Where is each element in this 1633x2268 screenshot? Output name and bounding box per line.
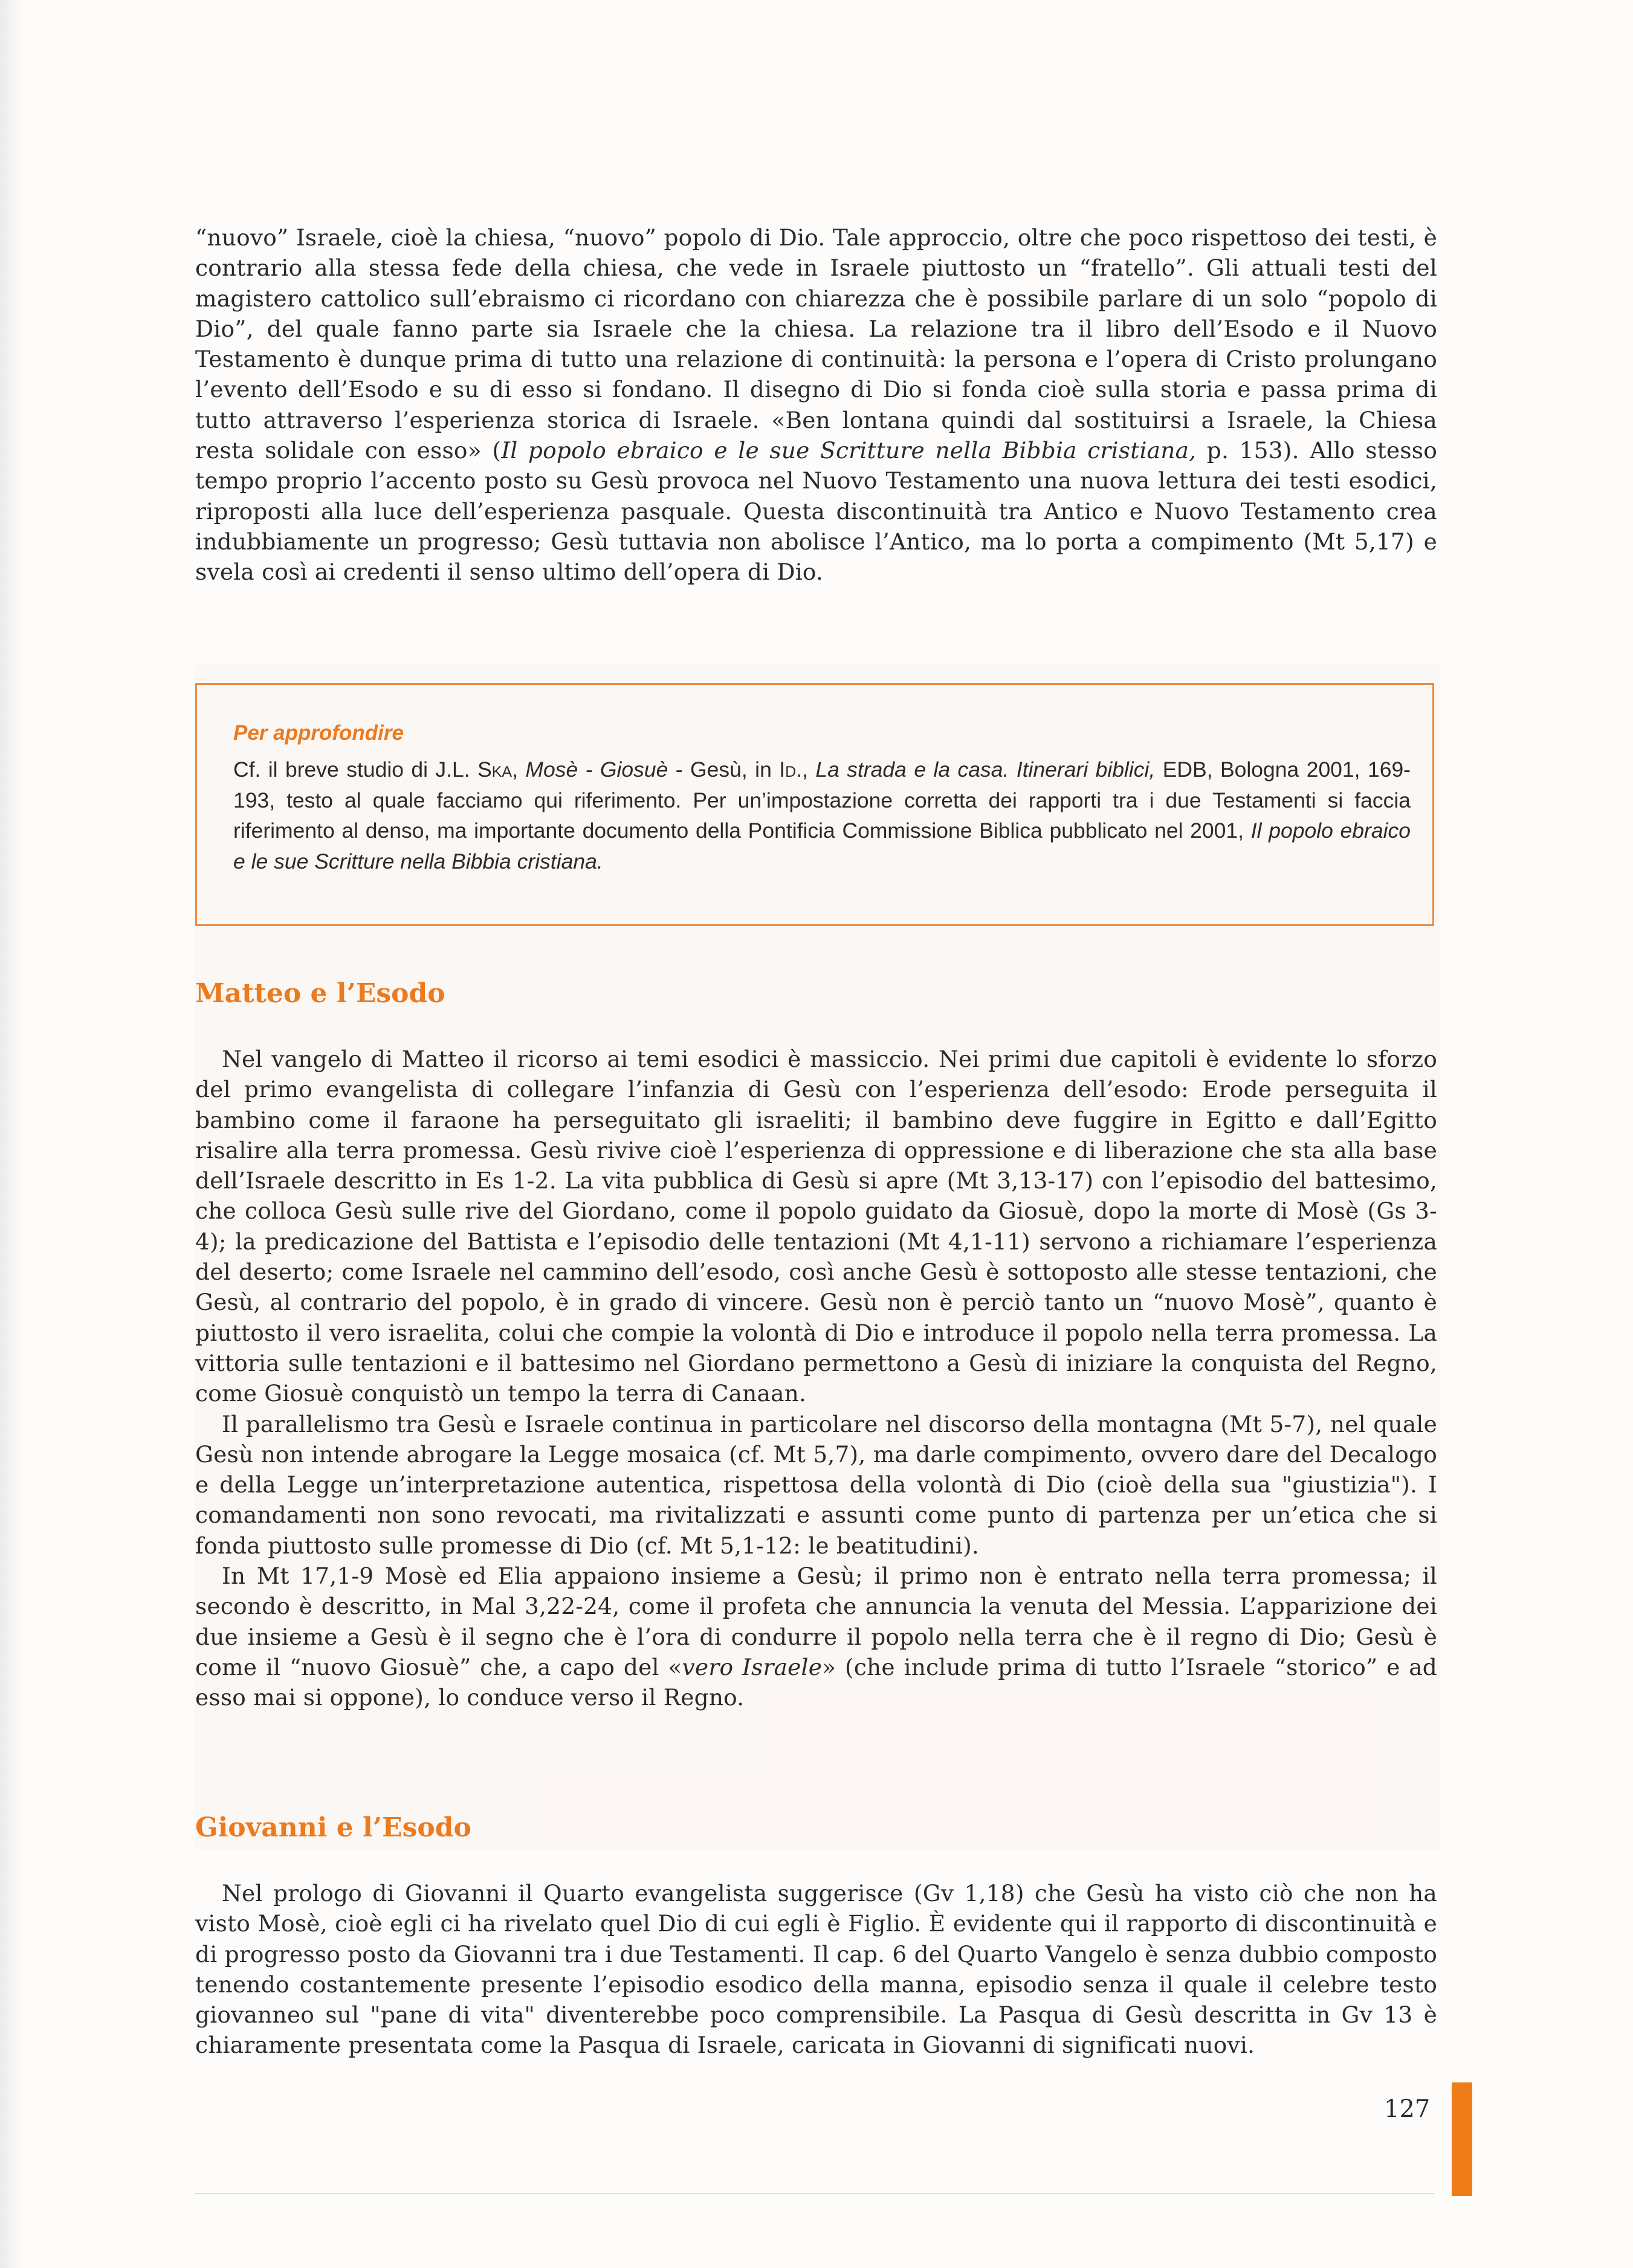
giovanni-section <box>195 1878 1437 2061</box>
scan-edge <box>0 0 24 2268</box>
section-heading-giovanni: Giovanni e l’Esodo <box>195 1812 471 1843</box>
box-italic-title: Il popolo ebraico e le sue Scritture nella Bibbia cristiana. <box>233 818 1411 873</box>
matteo-paragraph-2: Il parallelismo tra Gesù e Israele continua in particolare nel discorso della montagna (Mt 5-7), nel quale Gesù non intende abrogare la Legge mosaica (cf. Mt 5,7), ma darle compimento, ovvero dare del Decalogo e della Legge un’interpretazione autentica, rispettosa della volontà di Dio (cioè della sua "giustizia"). I comandamenti non sono revocati, ma rivitalizzati e assunti come punto di partenza per un’etica che si fonda piuttosto sulle promesse di Dio (cf. Mt 5,1-12: le beatitudini). <box>195 1410 1437 1559</box>
bottom-rule <box>195 2193 1434 2194</box>
box-text-part: Cf. il breve studio di J.L. <box>233 757 478 782</box>
intro-section <box>195 222 1437 588</box>
box-author-small-caps: Ska <box>477 757 513 782</box>
intro-paragraph <box>195 222 1437 588</box>
intro-text-after: p. 153). Allo stesso tempo proprio l’accento posto su Gesù provoca nel Nuovo Testamento una nuova lettura dei testi esodici, riproposti alla luce dell’esperienza pasquale. Questa discontinuità tra Antico e Nuovo Testamento crea indubbiamente un progresso; Gesù tuttavia non abolisce l’Antico, ma lo porta a compimento (Mt 5,17) e svela così ai credenti il senso ultimo dell’opera di Dio. <box>195 437 1437 586</box>
box-text <box>233 754 1411 876</box>
giovanni-paragraph-1: Nel prologo di Giovanni il Quarto evangelista suggerisce (Gv 1,18) che Gesù ha visto ciò che non ha visto Mosè, cioè egli ci ha rivelato quel Dio di cui egli è Figlio. È evidente qui il rapporto di discontinuità e di progresso posto da Giovanni tra i due Testamenti. Il cap. 6 del Quarto Vangelo è senza dubbio composto tenendo costantemente presente l’episodio esodico della manna, episodio senza il quale il celebre testo giovanneo sul "pane di vita" diventerebbe poco comprensibile. La Pasqua di Gesù descritta in Gv 13 è chiaramente presentata come la Pasqua di Israele, caricata in Giovanni di significati nuovi. <box>195 1880 1437 2059</box>
box-text-part: , <box>512 757 526 782</box>
box-text-part: EDB, Bologna 2001, 169-193, testo al quale facciamo qui riferimento. Per un’impostazione corretta dei rapporti tra i due Testamenti si faccia riferimento al denso, ma importante documento della Pontificia Commissione Biblica pubblicato nel 2001, <box>233 757 1411 843</box>
box-title: Per approfondire <box>233 721 404 745</box>
box-text-part: - Gesù, in I <box>668 757 786 782</box>
matteo-paragraph-3 <box>195 1561 1437 1712</box>
further-reading-box <box>195 683 1434 926</box>
intro-text: “nuovo” Israele, cioè la chiesa, “nuovo” popolo di Dio. Tale approccio, oltre che poco rispettoso dei testi, è contrario alla stessa fede della chiesa, che vede in Israele piuttosto un “fratello”. Gli attuali testi del magistero cattolico sull’ebraismo ci ricordano con chiarezza che è possibile parlare di un solo “popolo di Dio”, del quale fanno parte sia Israele che la chiesa. La relazione tra il libro dell’Esodo e il Nuovo Testamento è dunque prima di tutto una relazione di continuità: la persona e l’opera di Cristo prolungano l’evento dell’Esodo e su di esso si fondano. Il disegno di Dio si fonda cioè sulla storia e passa prima di tutto attraverso l’esperienza storica di Israele. «Ben lontana quindi dal sostituirsi a Israele, la Chiesa resta solidale con esso» ( <box>195 224 1437 464</box>
matteo-paragraph-1: Nel vangelo di Matteo il ricorso ai temi esodici è massiccio. Nei primi due capitoli è evidente lo sforzo del primo evangelista di collegare l’infanzia di Gesù con l’esperienza dell’esodo: Erode perseguita il bambino come il faraone ha perseguitato gli israeliti; il bambino deve fuggire in Egitto e dall’Egitto risalire alla terra promessa. Gesù rivive cioè l’esperienza di oppressione e di liberazione che sta alla base dell’Israele descritto in Es 1-2. La vita pubblica di Gesù si apre (Mt 3,13-17) con l’episodio del battesimo, che colloca Gesù sulle rive del Giordano, come il popolo guidato da Giosuè, dopo la morte di Mosè (Gs 3-4); la predicazione del Battista e l’episodio delle tentazioni (Mt 4,1-11) servono a richiamare l’esperienza del deserto; come Israele nel cammino dell’esodo, così anche Gesù è sottoposto alle stesse tentazioni, che Gesù, al contrario del popolo, è in grado di vincere. Gesù non è perciò tanto un “nuovo Mosè”, quanto è piuttosto il vero israelita, colui che compie la volontà di Dio e introduce il popolo nella terra promessa. La vittoria sulle tentazioni e il battesimo nel Giordano permettono a Gesù di iniziare la conquista del Regno, come Giosuè conquistò un tempo la terra di Canaan. <box>195 1046 1437 1407</box>
box-id-small-caps: d <box>785 757 797 782</box>
box-text-part: ., <box>796 757 816 782</box>
matteo-p3-text-after: » (che include prima di tutto l’Israele “storico” e ad esso mai si oppone), lo conduce verso il Regno. <box>195 1653 1437 1711</box>
matteo-p3-italic: vero Israele <box>682 1653 823 1680</box>
section-heading-matteo: Matteo e l’Esodo <box>195 978 445 1009</box>
box-italic-title: La strada e la casa. Itinerari biblici, <box>815 757 1156 782</box>
matteo-p3-text: In Mt 17,1-9 Mosè ed Elia appaiono insieme a Gesù; il primo non è entrato nella terra promessa; il secondo è descritto, in Mal 3,22-24, come il profeta che annuncia la venuta del Messia. L’apparizione dei due insieme a Gesù è il segno che è l’ora di condurre il popolo nella terra che è il regno di Dio; Gesù è come il “nuovo Giosuè” che, a capo del « <box>195 1563 1437 1680</box>
box-italic-title: Mosè - Giosuè <box>525 757 668 782</box>
page-number: 127 <box>1384 2095 1431 2123</box>
page-edge-tab <box>1452 2082 1472 2196</box>
intro-citation-title: Il popolo ebraico e le sue Scritture nella Bibbia cristiana, <box>501 437 1197 464</box>
matteo-section <box>195 1044 1437 1713</box>
